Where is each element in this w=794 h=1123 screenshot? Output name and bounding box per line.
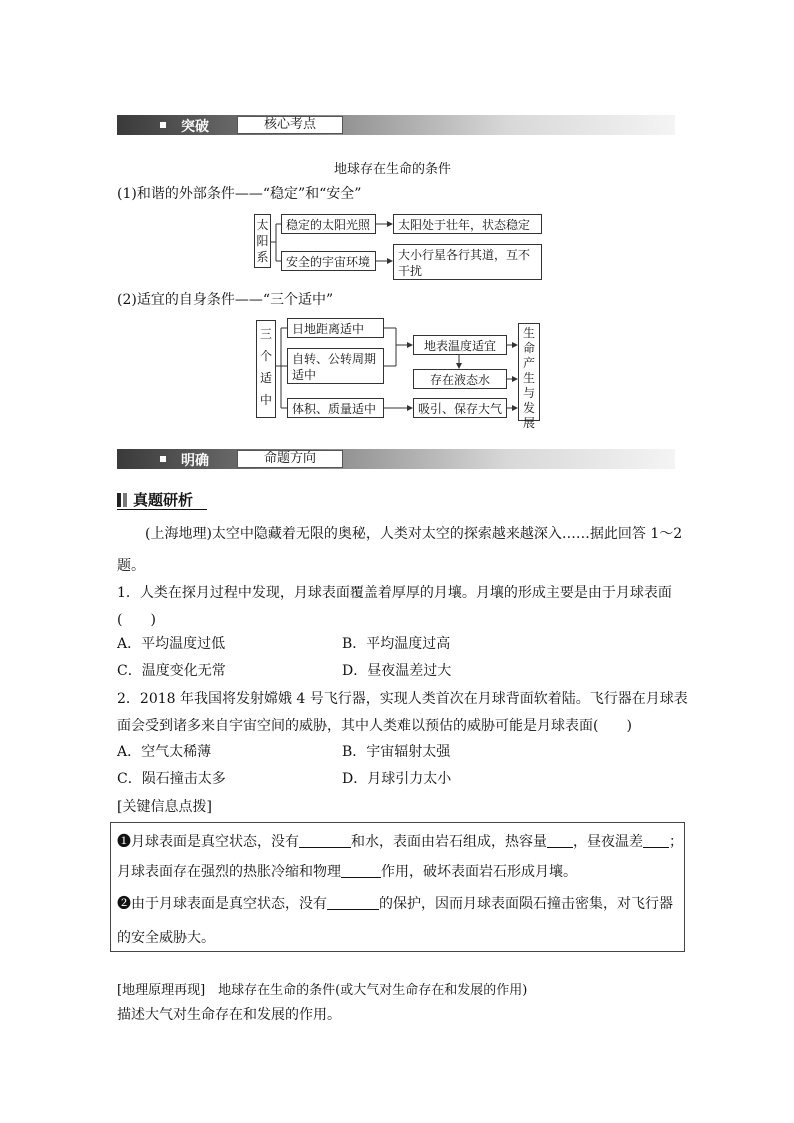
diagram1-cause-1: 稳定的太阳光照 (281, 214, 376, 234)
heading-underline (117, 509, 207, 510)
blank-1 (299, 833, 351, 848)
key-text: ❷由于月球表面是真空状态，没有 (117, 896, 327, 912)
heading-marker-icon (117, 493, 129, 507)
key-text: ❶月球表面是真空状态，没有 (117, 834, 299, 850)
factor-rotation: 自转、公转周期适中 (287, 348, 384, 384)
result-text: 生命产生与发展 (522, 326, 535, 430)
q1-option-c[interactable]: C．温度变化无常 (117, 663, 226, 679)
diagram1-effect-1: 太阳处于壮年，状态稳定 (393, 214, 542, 234)
bullet-square (160, 456, 166, 462)
key-line-2 (117, 861, 577, 881)
key-line-3 (117, 893, 673, 913)
key-info-box (110, 822, 685, 952)
diagram1-root-box (254, 214, 271, 268)
key-text: 作用，破坏表面岩石形成月壤。 (381, 864, 577, 880)
section-bar-clarify (117, 449, 675, 469)
key-line-4: 的安全威胁大。 (117, 930, 215, 946)
factor-distance: 日地距离适中 (287, 318, 384, 338)
section-box-label: 核心考点 (237, 116, 343, 134)
mid-temperature: 地表温度适宜 (413, 335, 507, 355)
key-text: ； (669, 834, 683, 850)
mid-atmosphere: 吸引、保存大气 (413, 398, 507, 418)
blank-3 (643, 833, 669, 848)
key-text: 的保护，因而月球表面陨石撞击密集，对飞行器 (379, 896, 673, 912)
blank-2 (547, 833, 573, 848)
section-label: 明确 (181, 453, 209, 469)
section-label: 突破 (181, 119, 209, 135)
heading-real-questions (117, 489, 193, 510)
q1-stem-2: ( ) (117, 612, 156, 628)
q1-option-a[interactable]: A．平均温度过低 (117, 636, 226, 652)
q2-option-d[interactable]: D．月球引力太小 (342, 771, 452, 787)
key-line-1 (117, 831, 683, 851)
key-text: 月球表面存在强烈的热胀冷缩和物理 (117, 864, 341, 880)
section-box-label: 命题方向 (237, 450, 343, 468)
q2-option-a[interactable]: A．空气太稀薄 (117, 744, 212, 760)
result-box (518, 323, 540, 430)
mid-water: 存在液态水 (413, 369, 507, 389)
blank-4 (341, 863, 381, 878)
diagram2-root-text: 三个适中 (259, 327, 272, 407)
key-text: 和水，表面由岩石组成，热容量 (351, 834, 547, 850)
intro-line-2: 题。 (117, 558, 145, 574)
q2-option-c[interactable]: C．陨石撞击太多 (117, 771, 226, 787)
q2-stem-2: 面会受到诸多来自宇宙空间的威胁，其中人类难以预估的威胁可能是月球表面( ) (117, 718, 632, 734)
diagram1-root-text: 太阳系 (256, 218, 269, 264)
q1-option-b[interactable]: B．平均温度过高 (342, 636, 451, 652)
point-2: (2)适宜的自身条件——“三个适中” (117, 292, 334, 308)
key-label: [关键信息点拨] (117, 799, 212, 815)
factor-volume: 体积、质量适中 (287, 398, 384, 418)
q1-stem-1: 1．人类在探月过程中发现，月球表面覆盖着厚厚的月壤。月壤的形成主要是由于月球表面 (117, 585, 672, 601)
principle-line: [地理原理再现] 地球存在生命的条件(或大气对生命存在和发展的作用) (117, 983, 528, 998)
diagram1-effect-2: 大小行星各行其道，互不干扰 (393, 244, 542, 280)
diagram2-root-box (256, 320, 276, 418)
key-text: ，昼夜温差 (573, 834, 643, 850)
heading-text: 真题研析 (133, 491, 194, 509)
center-title: 地球存在生命的条件 (334, 162, 452, 177)
intro-line-1: (上海地理)太空中隐藏着无限的奥秘，人类对太空的探索越来越深入……据此回答 1～2 (145, 526, 683, 542)
q1-option-d[interactable]: D．昼夜温差过大 (342, 663, 452, 679)
blank-5 (327, 895, 379, 910)
point-1: (1)和谐的外部条件——“稳定”和“安全” (117, 186, 362, 202)
q2-stem-1: 2．2018 年我国将发射嫦娥 4 号飞行器，实现人类首次在月球背面软着陆。飞行器在月球表 (117, 691, 688, 707)
last-line: 描述大气对生命存在和发展的作用。 (117, 1007, 341, 1023)
q2-option-b[interactable]: B．宇宙辐射太强 (342, 744, 451, 760)
diagram1-cause-2: 安全的宇宙环境 (281, 251, 376, 271)
